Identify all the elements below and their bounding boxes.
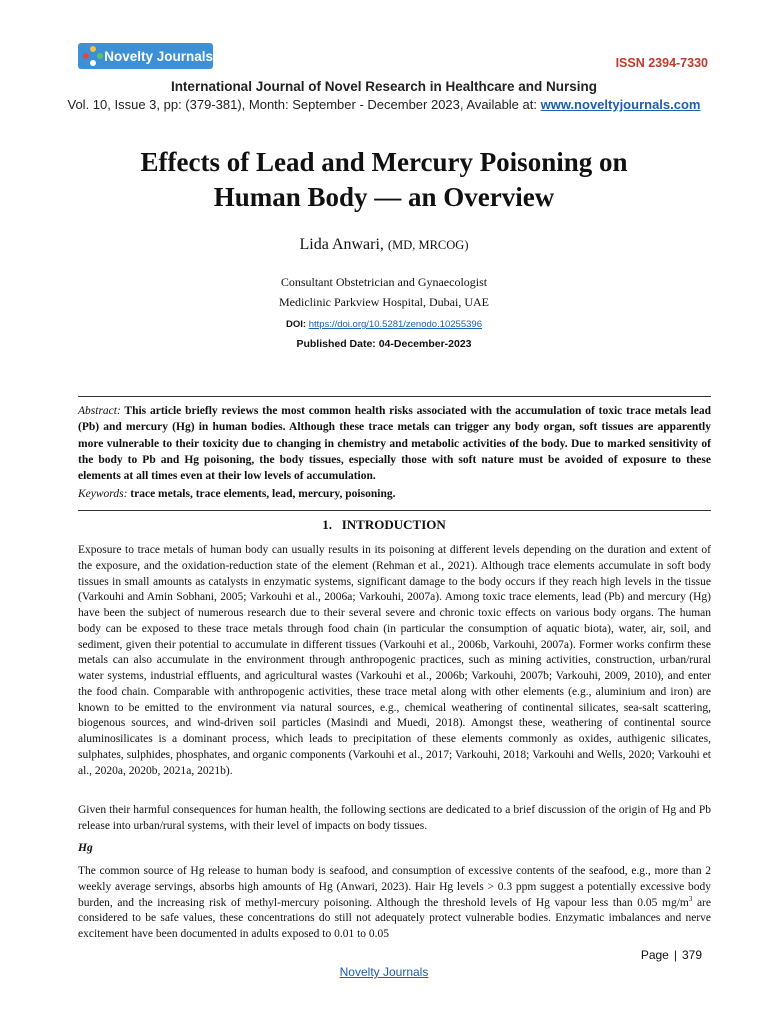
- superscript-3: 3: [688, 894, 693, 903]
- published-date: Published Date: 04-December-2023: [296, 338, 472, 350]
- author: [0, 236, 768, 254]
- abstract-label: Abstract:: [78, 405, 121, 417]
- footer: [0, 965, 768, 979]
- article-title: [60, 145, 708, 215]
- issn-number: ISSN 2394-7330: [615, 56, 708, 70]
- hg-paragraph: [78, 864, 711, 943]
- intro-paragraph-1: Exposure to trace metals of human body can usually results in its poisoning at different levels depending on the duration and extent of the exposure, and the oxidation-reduction state of the element (Rehman et al., 2021). Although trace elements accumulate in soft body tissues in small amounts as catalysts in enzymatic systems, significant damage to the body occurs if they reach high levels in the tissue (Varkouhi and Amin Sobhani, 2005; Varkouhi et al., 2006a; Varkouhi, 2007a). Among toxic trace elements, lead (Pb) and mercury (Hg) have been the subject of numerous research due to their several severe and chronic toxic effects on various body organs. The human body can be exposed to these trace metals through food chain (in particular the consumption of aquatic biota), water, air, soil, and sediment, given their potential to accumulate in different tissues (Varkouhi et al., 2006b, Varkouhi, 2007a). Former works confirm these metals can also accumulate in the environment through anthropogenic practices, such as mining activities, construction, urban/rural water systems, industrial effluents, and agricultural wastes (Varkouhi et al., 2006b; Varkouhi, 2007b; Varkouhi, 2009, 2010), and enter the food chain. Comparable with anthropogenic activities, these trace metal along with other elements (e.g., aluminium and iron) are known to be emitted to the environment via natural sources, e.g., chemical weathering of continental silicates, sea-salt scattering, biogenous sources, and wind-driven soil particles (Masindi and Muedi, 2018). Amongst these, weathering of continental source aluminosilicates is a dominant process, which leads to precipitation of these elements commonly as oxides, authigenic silicates, sulphates, sulphides, phosphates, and organic components (Varkouhi et al., 2017; Varkouhi, 2018; Varkouhi and Wells, 2020; Varkouhi et al., 2020a, 2020b, 2021a, 2021b).: [78, 544, 711, 777]
- abstract-bottom-divider: [78, 510, 711, 511]
- hg-paragraph-text-2: are considered to be safe values, these concentrations do still not adequately protect vulnerable bodies. Enzymatic imbalances and nerve excitement have been documented in adults exposed to 0.01 to 0.05: [78, 896, 711, 940]
- keywords-label: Keywords:: [78, 488, 128, 500]
- affiliation-role: Consultant Obstetrician and Gynaecologist: [280, 275, 488, 289]
- doi-label: DOI:: [286, 319, 309, 330]
- page-label: Page: [640, 948, 669, 962]
- page-separator: |: [673, 948, 677, 962]
- article-title-line-1: Effects of Lead and Mercury Poisoning on: [140, 147, 628, 177]
- abstract: [78, 403, 711, 484]
- author-credentials: (MD, MRCOG): [387, 238, 469, 252]
- page-number: [641, 948, 702, 962]
- abstract-top-divider: [78, 396, 711, 397]
- publisher-link[interactable]: Novelty Journals: [339, 965, 429, 979]
- subsection-heading-hg: Hg: [78, 842, 93, 854]
- page-number-value: 379: [681, 948, 702, 962]
- hg-paragraph-text-1: The common source of Hg release to human body is seafood, and consumption of excessive contents of the seafood, e.g., more than 2 weekly average servings, absorbs high amounts of Hg (Anwari, 2023). Hair Hg levels > 0.3 ppm suggest a potentially excessive body burden, and the increasing risk of methyl-mercury poisoning. Although the threshold levels of Hg vapour less than 0.05 mg/m: [78, 865, 711, 909]
- section-heading-introduction: 1. INTRODUCTION: [322, 517, 446, 532]
- keywords: [78, 488, 711, 500]
- logo-text: Novelty Journals: [104, 48, 213, 64]
- doi-link[interactable]: https://doi.org/10.5281/zenodo.10255396: [308, 319, 482, 330]
- journal-meta-text: Vol. 10, Issue 3, pp: (379-381), Month: September - December 2023, Available at:: [67, 97, 541, 112]
- journal-logo[interactable]: [78, 43, 213, 69]
- article-title-line-2: Human Body — an Overview: [213, 182, 555, 212]
- journal-url-link[interactable]: www.noveltyjournals.com: [540, 97, 701, 112]
- journal-title: International Journal of Novel Research in Healthcare and Nursing: [170, 79, 598, 94]
- author-name: Lida Anwari,: [299, 236, 388, 253]
- molecule-icon: [83, 46, 101, 66]
- journal-meta: [0, 97, 768, 112]
- abstract-text: This article briefly reviews the most common health risks associated with the accumulation of toxic trace metals lead (Pb) and mercury (Hg) in human bodies. Although these trace metals can trigger any body organ, soft tissues are apparently more vulnerable to their toxicity due to changing in chemistry and metabolic activities of the body. Due to marked sensitivity of the body to Pb and Hg poisoning, the body tissues, especially those with soft nature must be avoided of exposure to these elements at all times even at their low levels of accumulation.: [78, 405, 711, 483]
- keywords-text: trace metals, trace elements, lead, mercury, poisoning.: [127, 488, 396, 500]
- doi: [0, 319, 768, 330]
- affiliation-institution: Mediclinic Parkview Hospital, Dubai, UAE: [279, 295, 489, 309]
- intro-paragraph-2: Given their harmful consequences for human health, the following sections are dedicated to a brief discussion of the origin of Hg and Pb release into urban/rural systems, with their level of impacts on body tissues.: [78, 804, 711, 832]
